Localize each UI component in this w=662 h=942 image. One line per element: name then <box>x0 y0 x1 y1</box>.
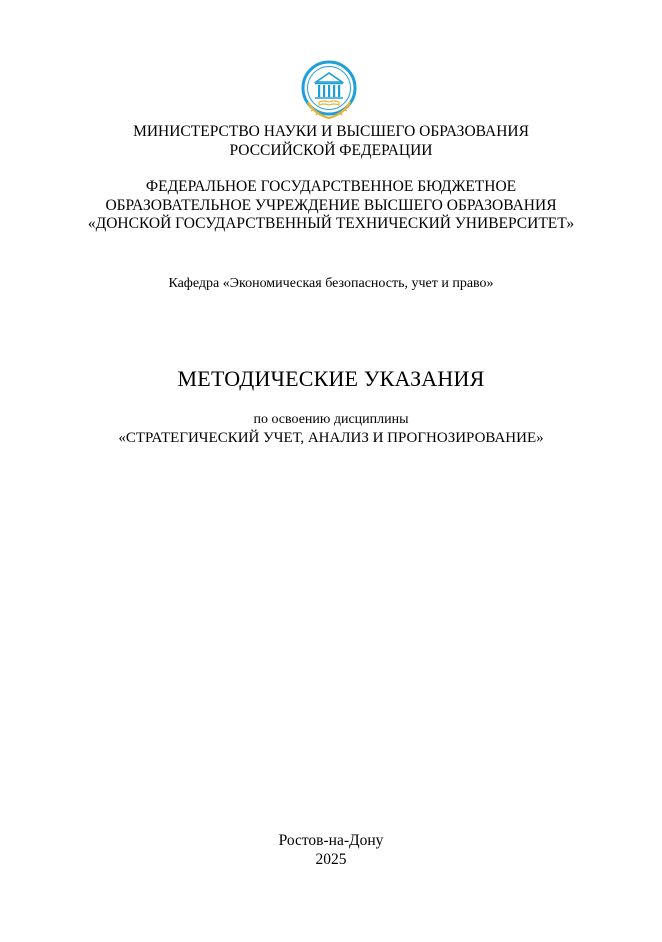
city: Ростов-на-Дону <box>278 832 384 849</box>
institution-line-2: ОБРАЗОВАТЕЛЬНОЕ УЧРЕЖДЕНИЕ ВЫСШЕГО ОБРАЗОВАНИЯ <box>105 197 557 214</box>
ministry-line-2: РОССИЙСКОЙ ФЕДЕРАЦИИ <box>229 142 433 159</box>
document-title: МЕТОДИЧЕСКИЕ УКАЗАНИЯ <box>177 366 485 391</box>
ministry-line-1: МИНИСТЕРСТВО НАУКИ И ВЫСШЕГО ОБРАЗОВАНИЯ <box>133 123 529 140</box>
year: 2025 <box>315 851 347 868</box>
institution-line-3: «ДОНСКОЙ ГОСУДАРСТВЕННЫЙ ТЕХНИЧЕСКИЙ УНИВЕРСИТЕТ» <box>87 215 575 232</box>
institution-line-1: ФЕДЕРАЛЬНОЕ ГОСУДАРСТВЕННОЕ БЮДЖЕТНОЕ <box>145 178 517 195</box>
discipline-name: «СТРАТЕГИЧЕСКИЙ УЧЕТ, АНАЛИЗ И ПРОГНОЗИРОВАНИЕ» <box>118 430 544 446</box>
department-name: Кафедра «Экономическая безопасность, учет и право» <box>168 276 494 291</box>
university-emblem-icon <box>298 58 360 122</box>
subtitle-line-1: по освоению дисциплины <box>253 412 409 427</box>
